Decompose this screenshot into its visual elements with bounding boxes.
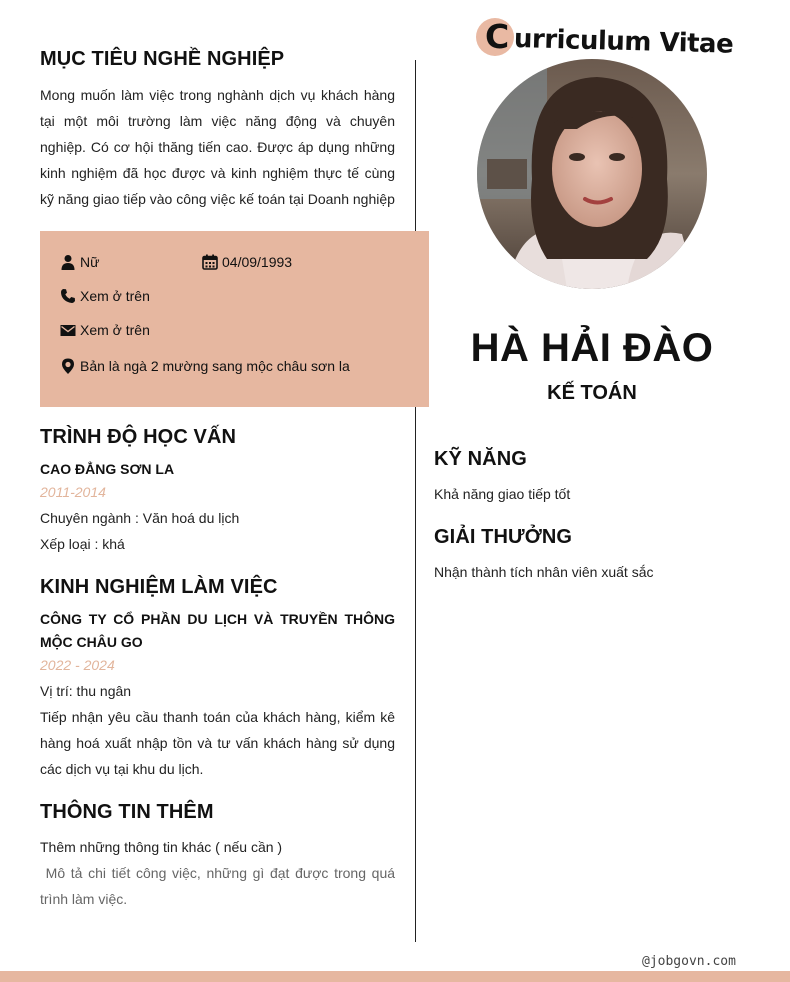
objective-text: Mong muốn làm việc trong nghành dịch vụ khách hàng tại một môi trường làm việc năng động và chuyên nghiệp. Có cơ hội thăng tiến cao. Được áp dụng những kinh nghiệm đã học được và kinh nghiệm thực tế cùng kỹ năng giao tiếp vào công việc kế toán tại Doanh nghiệp	[40, 87, 395, 207]
experience-position: Vị trí: thu ngân	[40, 683, 132, 699]
experience-heading: KINH NGHIỆM LÀM VIỆC	[40, 576, 278, 598]
birthday-value: 04/09/1993	[222, 254, 293, 270]
awards-item: Nhận thành tích nhân viên xuất sắc	[434, 564, 654, 580]
gender-value: Nữ	[80, 254, 100, 270]
profile-photo	[477, 59, 707, 289]
logo-letter: C	[485, 17, 510, 56]
education-major: Chuyên ngành : Văn hoá du lịch	[40, 510, 240, 526]
experience-period: 2022 - 2024	[40, 657, 115, 673]
experience-description: Tiếp nhận yêu cầu thanh toán của khách hàng, kiểm kê hàng hoá xuất nhập tồn và tư vấn khách hàng sử dụng các dịch vụ tại khu du lịch.	[40, 709, 395, 777]
objective-heading: MỤC TIÊU NGHỀ NGHIỆP	[40, 48, 285, 70]
address-value: Bản là ngà 2 mường sang mộc châu sơn la	[80, 358, 350, 374]
email-row	[60, 322, 150, 338]
address-row	[60, 356, 350, 376]
skills-heading: KỸ NĂNG	[434, 448, 527, 470]
phone-value: Xem ở trên	[80, 288, 150, 304]
location-pin-icon	[60, 356, 76, 376]
email-value: Xem ở trên	[80, 322, 150, 338]
additional-heading: THÔNG TIN THÊM	[40, 801, 214, 823]
skills-item: Khả năng giao tiếp tốt	[434, 486, 571, 502]
watermark: @jobgovn.com	[642, 954, 736, 969]
person-icon	[60, 254, 76, 270]
education-period: 2011-2014	[40, 484, 106, 500]
footer-bar	[0, 971, 790, 982]
column-divider	[415, 60, 416, 942]
profile-name: HÀ HẢI ĐÀO	[470, 326, 714, 370]
additional-line2: Mô tả chi tiết công việc, những gì đạt được trong quá trình làm việc.	[40, 865, 399, 907]
contact-info-box	[40, 231, 429, 407]
additional-line1: Thêm những thông tin khác ( nếu cần )	[40, 839, 283, 855]
cv-logo	[476, 17, 734, 62]
education-grade: Xếp loại : khá	[40, 536, 125, 552]
mail-icon	[60, 322, 76, 338]
awards-heading: GIẢI THƯỞNG	[434, 526, 573, 548]
phone-row	[60, 288, 150, 304]
calendar-icon	[202, 254, 218, 270]
education-heading: TRÌNH ĐỘ HỌC VẤN	[40, 426, 237, 448]
birthday-row	[202, 254, 292, 270]
experience-company: CÔNG TY CỔ PHẦN DU LỊCH VÀ TRUYỀN THÔNG MỘC CHÂU GO	[40, 611, 395, 650]
profile-role: KẾ TOÁN	[547, 382, 637, 404]
education-school: CAO ĐẲNG SƠN LA	[40, 461, 175, 477]
logo-text: urriculum Vitae	[513, 24, 734, 60]
phone-icon	[60, 288, 76, 304]
gender-row	[60, 254, 99, 270]
